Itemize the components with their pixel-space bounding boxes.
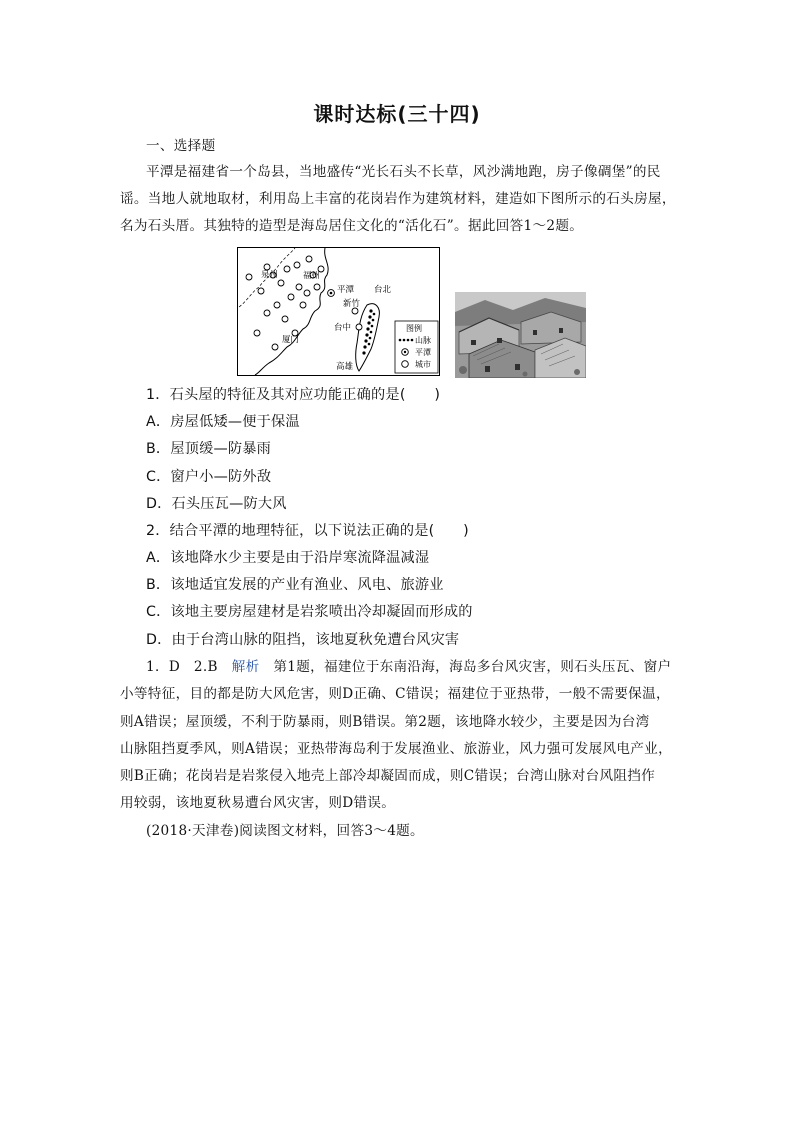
question-1-option-d: D．石头压瓦—防大风: [146, 496, 287, 512]
label-xinzhu: 新竹: [343, 299, 361, 309]
answer-line-2: 小等特征，目的都是防大风危害，则D正确、C错误；福建位于亚热带，一般不需要保温，: [120, 686, 670, 702]
legend-pingtan: 平潭: [415, 348, 431, 357]
answer-line-3: 则A错误；屋顶缓，不利于防暴雨，则B错误。第2题，该地降水较少，主要是因为台湾: [120, 714, 650, 730]
question-1-stem: 1．石头屋的特征及其对应功能正确的是( ): [146, 387, 441, 403]
intro-line-1: 平潭是福建省一个岛县，当地盛传“光长石头不长草，风沙满地跑，房子像碉堡”的民: [146, 164, 661, 180]
legend-city: 城市: [415, 360, 431, 369]
section-heading: 一、选择题: [146, 138, 216, 154]
legend-title: 图例: [406, 324, 422, 333]
label-pingtan: 平潭: [337, 285, 355, 295]
answer-line-5: 则B正确；花岗岩是岩浆侵入地壳上部冷却凝固而成，则C错误；台湾山脉对台风阻挡作: [120, 768, 656, 784]
label-taizhong: 台中: [334, 323, 352, 333]
label-taibei: 台北: [374, 285, 392, 295]
page-title: 课时达标(三十四): [313, 102, 481, 126]
analysis-label: 解析: [231, 659, 260, 675]
answer-line-1-text: 第1题，福建位于东南沿海，海岛多台风灾害，则石头压瓦、窗户: [259, 659, 672, 675]
question-1-option-b: B．屋顶缓—防暴雨: [146, 441, 272, 457]
question-2-option-c: C．该地主要房屋建材是岩浆喷出冷却凝固而形成的: [146, 604, 473, 620]
question-2-stem: 2．结合平潭的地理特征，以下说法正确的是( ): [146, 523, 469, 539]
intro-line-3: 名为石头厝。其独特的造型是海岛居住文化的“活化石”。据此回答1～2题。: [120, 218, 584, 234]
label-fuzhou: 福州: [303, 271, 321, 281]
stone-house-photo: [455, 292, 586, 378]
label-xiamen: 厦门: [282, 335, 300, 345]
question-1-option-c: C．窗户小—防外敌: [146, 469, 272, 485]
label-gaoxiong: 高雄: [336, 362, 354, 372]
fujian-taiwan-map: [237, 247, 440, 376]
answer-line-4: 山脉阻挡夏季风，则A错误；亚热带海岛利于发展渔业、旅游业，风力强可发展风电产业，: [120, 741, 672, 757]
next-section-intro: (2018·天津卷)阅读图文材料，回答3～4题。: [146, 823, 424, 839]
intro-line-2: 谣。当地人就地取材，利用岛上丰富的花岗岩作为建筑材料，建造如下图所示的石头房屋，: [120, 191, 676, 207]
question-1-option-a: A．房屋低矮—便于保温: [146, 414, 300, 430]
question-2-option-d: D．由于台湾山脉的阻挡，该地夏秋免遭台风灾害: [146, 632, 460, 648]
answer-line-6: 用较弱，该地夏秋易遭台风灾害，则D错误。: [120, 795, 396, 811]
pingtan-marker: [328, 290, 335, 297]
map-legend: [395, 321, 438, 373]
label-quanzhou: 泉州: [261, 270, 279, 280]
answer-key: 1．D 2.B: [146, 659, 232, 675]
legend-mountain: 山脉: [415, 336, 431, 345]
question-2-option-a: A．该地降水少主要是由于沿岸寒流降温减湿: [146, 550, 430, 566]
answer-line-1: [146, 658, 702, 676]
question-2-option-b: B．该地适宜发展的产业有渔业、风电、旅游业: [146, 577, 444, 593]
